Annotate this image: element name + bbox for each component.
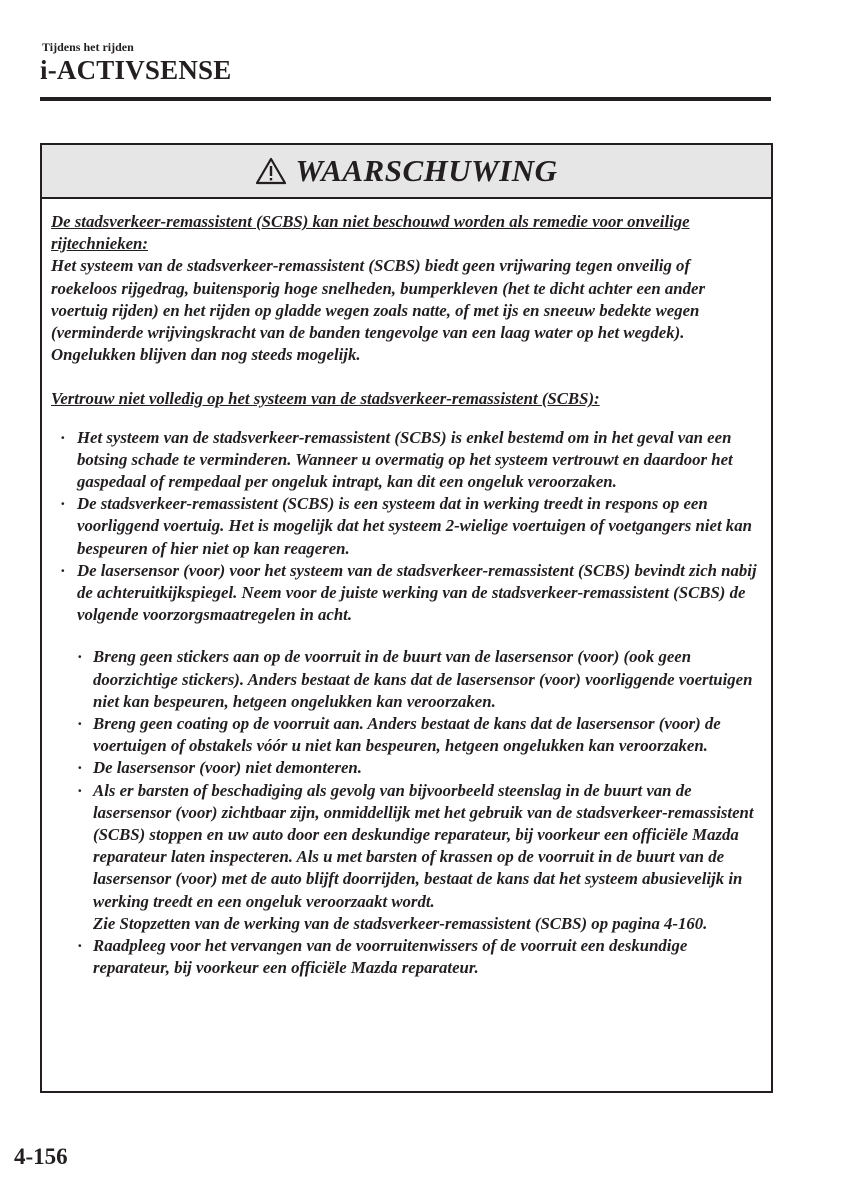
chapter-title: i-ACTIVSENSE [40,55,232,85]
warning-heading-2: Vertrouw niet volledig op het systeem van de stadsverkeer-remassistent (SCBS): [51,389,600,409]
warning-bullet-list [51,427,757,627]
list-item: · Breng geen stickers aan op de voorruit in de buurt van de lasersensor (voor) (ook geen doorzichtige stickers). Anders bestaat de kans dat de lasersensor (voor) voorliggende voertuigen niet kan bespeuren, hetgeen ongelukken kan veroorzaken. [77,647,753,711]
warning-header [42,145,771,199]
warning-title: WAARSCHUWING [295,153,558,188]
list-item: · De stadsverkeer-remassistent (SCBS) is een systeem dat in werking treedt in respons op een voorliggend voertuig. Het is mogelijk dat het systeem 2-wielige voertuigen of voetgangers niet kan bespeuren of hier niet op kan reageren. [60,494,752,558]
warning-subbullet-list [51,646,757,979]
section-label: Tijdens het rijden [42,40,134,54]
subbullet-text: Breng geen stickers aan op de voorruit in de buurt van de lasersensor (voor) (ook geen doorzichtige stickers). Anders bestaat de kans dat de lasersensor (voor) voorliggende voertuigen niet kan bespeuren, hetgeen ongelukken kan veroorzaken. [93,647,753,711]
list-item: · Het systeem van de stadsverkeer-remassistent (SCBS) is enkel bestemd om in het geval van een botsing schade te verminderen. Wanneer u overmatig op het systeem vertrouwt en daardoor het gaspedaal of rempedaal per ongeluk intrapt, kan dit een ongeluk veroorzaken. [60,427,733,492]
reference-text: Zie Stopzetten van de werking van de stadsverkeer-remassistent (SCBS) op pagina 4-160. [93,913,708,933]
subbullet-text: Breng geen coating op de voorruit aan. Anders bestaat de kans dat de lasersensor (voor) de voertuigen of obstakels vóór u niet kan bespeuren, hetgeen ongelukken kan veroorzaken. [93,714,721,756]
warning-paragraph-1: Het systeem van de stadsverkeer-remassistent (SCBS) biedt geen vrijwaring tegen onveilig of roekeloos rijgedrag, buitensporig hoge snelheden, bumperkleven (het te dicht achter een ander voertuig rijden) en het rijden op gladde wegen zoals natte, of met ijs en sneeuw bedekte wegen (verminderde wrijvingskracht van de banden tengevolge van een laag water op het wegdek). Ongelukken blijven dan nog steeds mogelijk. [51,256,705,365]
subbullet-text: De lasersensor (voor) niet demonteren. [93,758,362,778]
warning-triangle-icon [255,157,287,185]
bullet-text: De stadsverkeer-remassistent (SCBS) is een systeem dat in werking treedt in respons op een voorliggend voertuig. Het is mogelijk dat het systeem 2-wielige voertuigen of voetgangers niet kan bespeuren of hier niet op kan reageren. [77,494,752,558]
warning-box [40,143,773,1093]
list-item: · Raadpleeg voor het vervangen van de voorruitenwissers of de voorruit een deskundige reparateur, bij voorkeur een officiële Mazda reparateur. [77,936,688,978]
list-item: · Breng geen coating op de voorruit aan. Anders bestaat de kans dat de lasersensor (voor) de voertuigen of obstakels vóór u niet kan bespeuren, hetgeen ongelukken kan veroorzaken. [77,714,721,756]
list-item: · Als er barsten of beschadiging als gevolg van bijvoorbeeld steenslag in de buurt van de lasersensor (voor) zichtbaar zijn, onmiddellijk met het gebruik van de stadsverkeer-remassistent (SCBS) stoppen en uw auto door een deskundige reparateur, bij voorkeur een officiële Mazda reparateur laten inspecteren. Als u met barsten of krassen op de voorruit in de buurt van de lasersensor (voor) met de auto blijft doorrijden, bestaat de kans dat het systeem abusievelijk in werking treedt en een ongeluk veroorzaakt wordt. Zie Stopzetten van de werking van de stadsverkeer-remassistent (SCBS) op pagina 4-160. [77,780,754,933]
subbullet-text: Als er barsten of beschadiging als gevolg van bijvoorbeeld steenslag in de buurt van de lasersensor (voor) zichtbaar zijn, onmiddellijk met het gebruik van de stadsverkeer-remassistent (SCBS) stoppen en uw auto door een deskundige reparateur, bij voorkeur een officiële Mazda reparateur laten inspecteren. Als u met barsten of krassen op de voorruit in de buurt van de lasersensor (voor) met de auto blijft doorrijden, bestaat de kans dat het systeem abusievelijk in werking treedt en een ongeluk veroorzaakt wordt. [93,780,754,911]
warning-body [42,199,771,980]
bullet-text: De lasersensor (voor) voor het systeem van de stadsverkeer-remassistent (SCBS) bevindt zich nabij de achteruitkijkspiegel. Neem voor de juiste werking van de stadsverkeer-remassistent (SCBS) de volgende voorzorgsmaatregelen in acht. [77,560,757,625]
list-item: · De lasersensor (voor) voor het systeem van de stadsverkeer-remassistent (SCBS) bevindt zich nabij de achteruitkijkspiegel. Neem voor de juiste werking van de stadsverkeer-remassistent (SCBS) de volgende voorzorgsmaatregelen in acht. [60,560,757,625]
header-rule [40,97,771,101]
warning-heading-1: De stadsverkeer-remassistent (SCBS) kan niet beschouwd worden als remedie voor onveilige rijtechnieken: [51,212,690,254]
bullet-text: Het systeem van de stadsverkeer-remassistent (SCBS) is enkel bestemd om in het geval van een botsing schade te verminderen. Wanneer u overmatig op het systeem vertrouwt en daardoor het gaspedaal of rempedaal per ongeluk intrapt, kan dit een ongeluk veroorzaken. [77,427,733,492]
subbullet-text: Raadpleeg voor het vervangen van de voorruitenwissers of de voorruit een deskundige reparateur, bij voorkeur een officiële Mazda reparateur. [93,936,688,978]
page-number: 4-156 [14,1144,68,1169]
list-item: · De lasersensor (voor) niet demonteren. [77,758,362,778]
